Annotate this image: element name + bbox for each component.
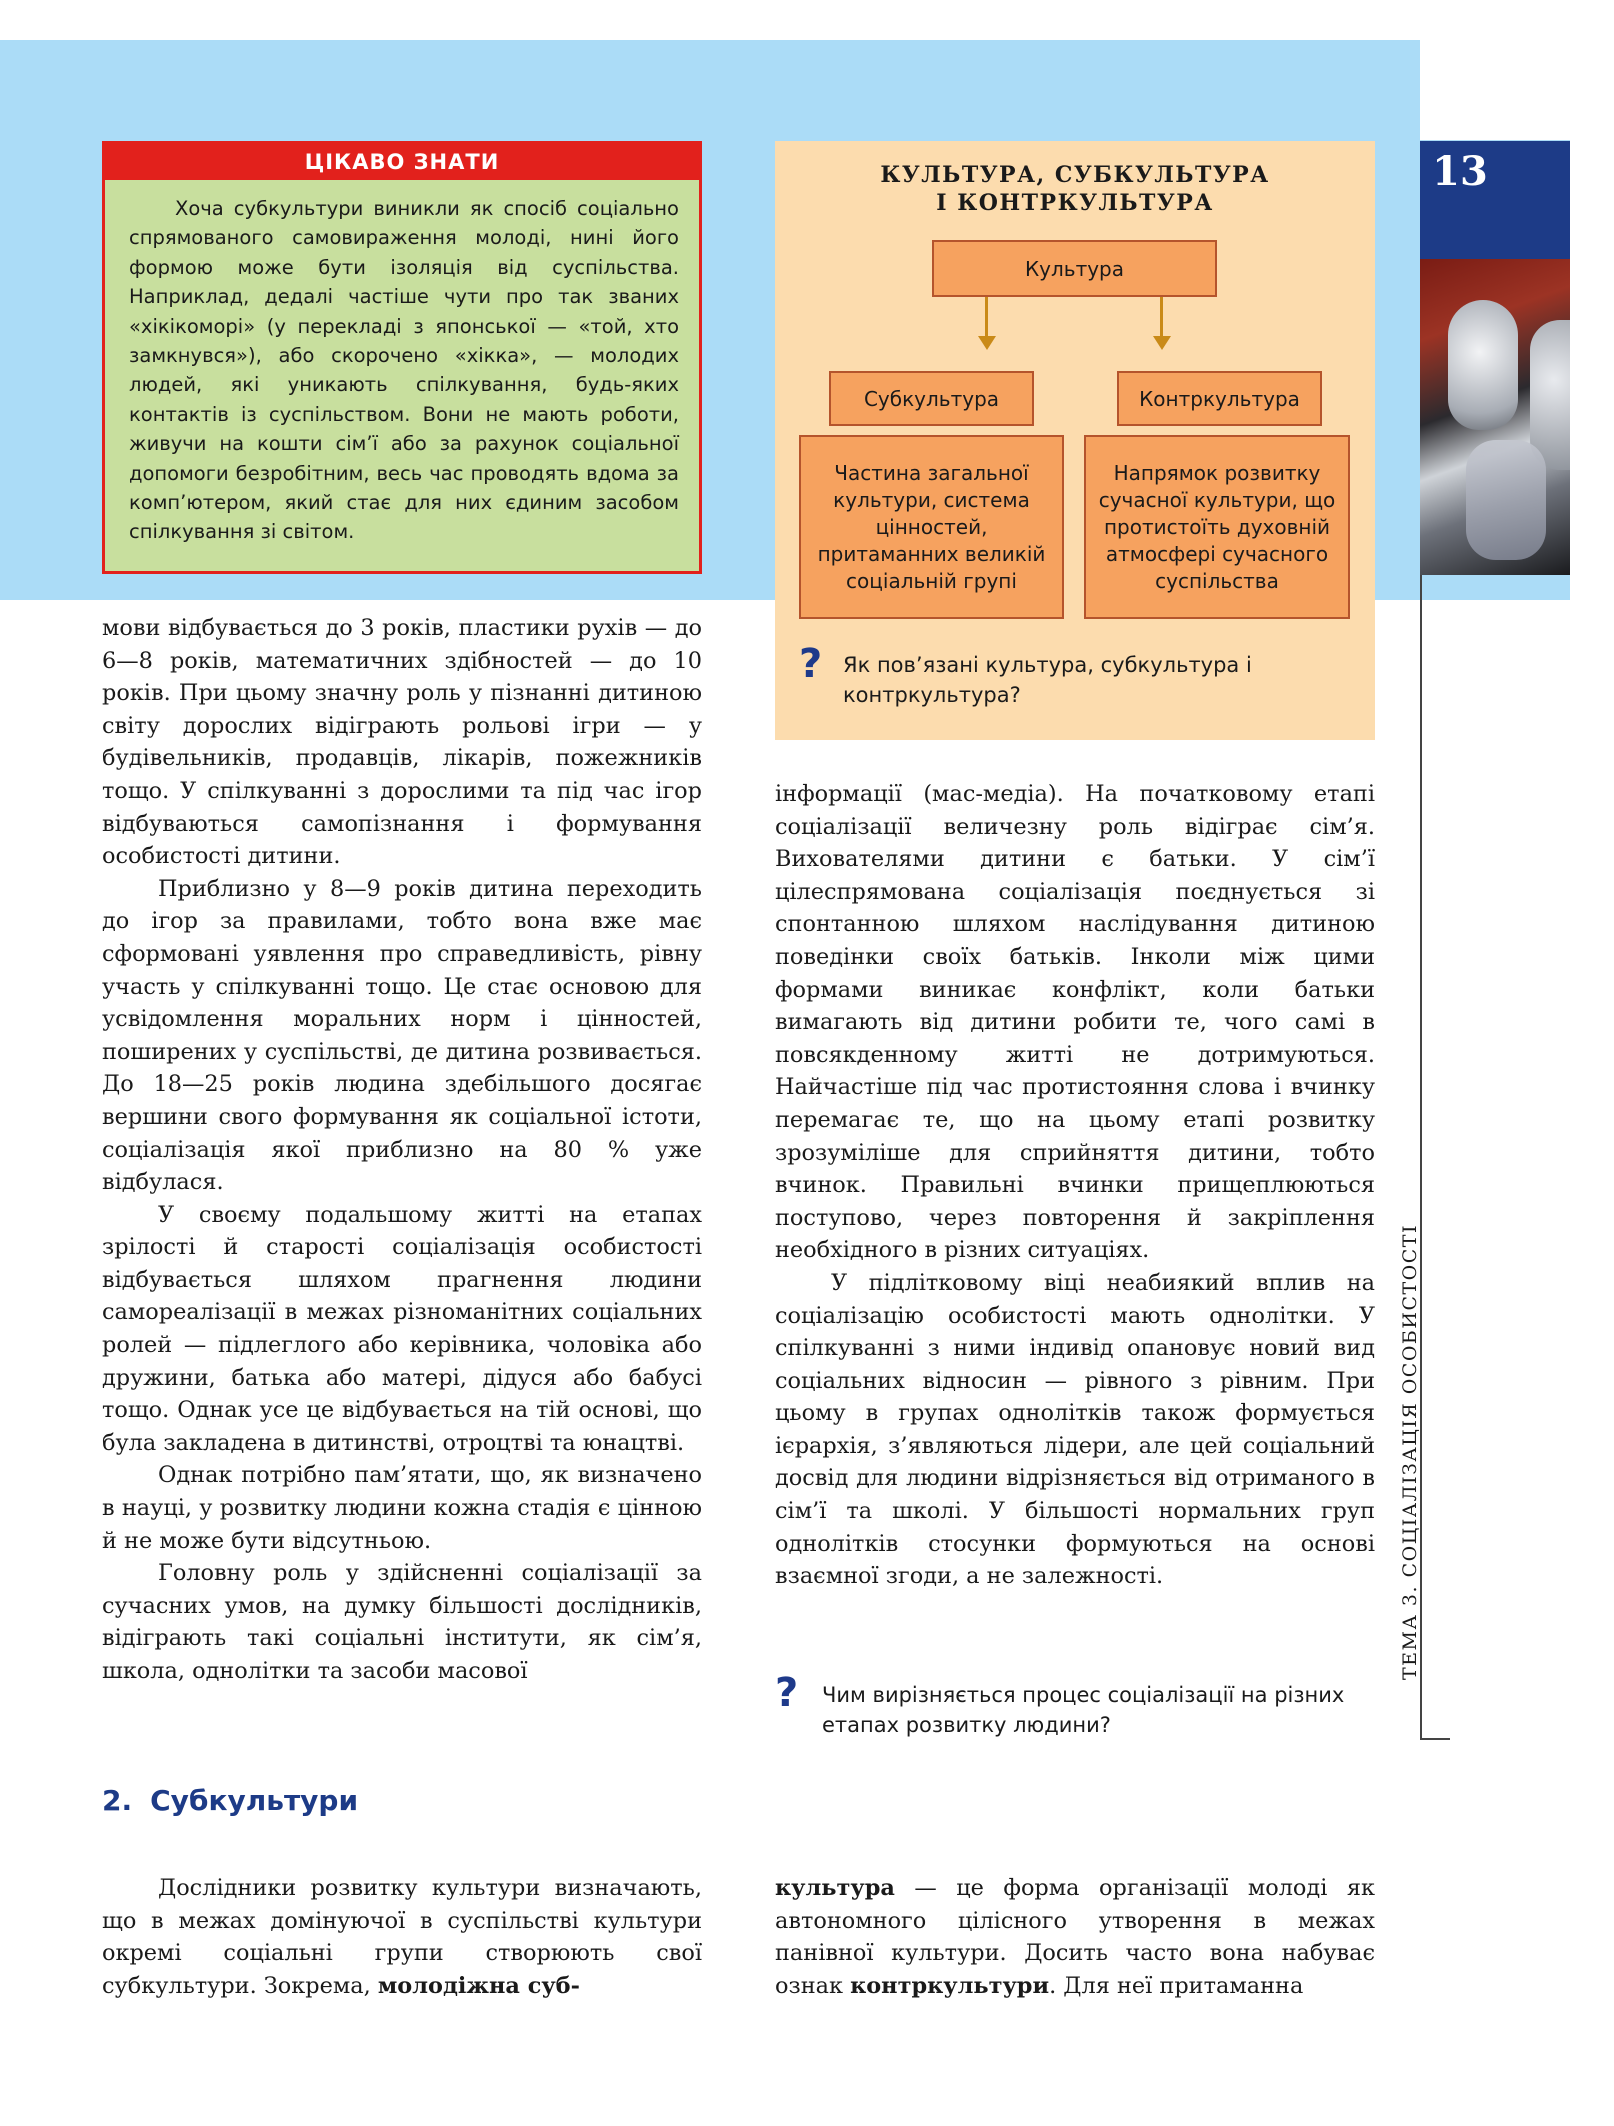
diagram-question: Як пов’язані культура, субкультура і контркультура? <box>843 653 1252 707</box>
section-right-text <box>775 1872 1375 2002</box>
section-left-text <box>102 1872 702 2002</box>
section-title: Субкультури <box>150 1784 359 1817</box>
right-paragraph-2: У підлітковому віці неабиякий вплив на соціалізацію особистості мають однолітки. У спілкуванні з ними індивід опановує новий вид соціальних відносин — рівного з рівним. При цьому в групах однолітків також формується ієрархія, з’являються лідери, але цей соціальний досвід для людини відрізняється від отриманого в сім’ї та школі. У більшості нормальних груп однолітків стосунки формуються на основі взаємної згоди, а не залежності. <box>775 1269 1375 1590</box>
arrow-to-counterculture-line <box>1160 297 1163 337</box>
arrow-to-subculture-head <box>978 336 996 350</box>
diagram-title-line2: І КОНТРКУЛЬТУРА <box>936 190 1214 216</box>
culture-diagram <box>775 141 1375 740</box>
left-paragraph-5: Головну роль у здійсненні соціалізації за сучасних умов, на думку більшості дослідників, відіграють такі соціальні інститути, як сім’я, школа, однолітки та засоби масової <box>102 1560 702 1684</box>
section-left-bold: молодіжна суб- <box>377 1972 580 1999</box>
header-band-cut <box>1420 40 1614 140</box>
diagram-title <box>775 161 1375 217</box>
counterculture-description: Напрямок розвитку сучасної культури, що протистоїть духовній атмосфері сучасного суспільства <box>1084 435 1350 619</box>
mask-image-shape <box>1448 300 1518 430</box>
subculture-box: Субкультура <box>829 371 1034 426</box>
right-paragraph-1: інформації (мас-медіа). На початковому етапі соціалізації величезну роль відіграє сім’я. Вихователями дитини є батьки. У сім’ї цілеспрямована соціалізація поєднується зі спонтанною шляхом наслідування дитиною поведінки своїх батьків. Інколи між цими формами виникає конфлікт, коли батьки вимагають від дитини робити те, чого самі в повсякденному житті не дотримуються. Найчастіше під час протистояння слова і вчинку перемагає те, що на цьому етапі розвитку зрозуміліше для сприйняття дитини, тобто вчинок. Правильні вчинки прищеплюються поступово, через повторення й закріплення необхідного в різних ситуаціях. <box>775 781 1375 1264</box>
question-icon-2: ? <box>775 1670 799 1716</box>
culture-box: Культура <box>932 240 1217 297</box>
right-column <box>775 778 1375 1593</box>
section-number: 2. <box>102 1784 133 1817</box>
section-right-bold-1: культура <box>775 1875 895 1901</box>
counterculture-box: Контркультура <box>1117 371 1322 426</box>
section-right-text-1: — це форма організації молоді як автономного цілісного утворення в межах панівної культури. Досить часто вона набуває ознак <box>775 1875 1375 1999</box>
fun-fact-title: ЦІКАВО ЗНАТИ <box>105 144 699 180</box>
fun-fact-box <box>102 141 702 574</box>
subculture-description: Частина загальної культури, система цінностей, притаманних великій соціальній групі <box>799 435 1064 619</box>
question-icon: ? <box>799 641 823 687</box>
left-paragraph-2: Приблизно у 8—9 років дитина переходить до ігор за правилами, тобто вона вже має сформовані уявлення про справедливість, рівну участь у спілкуванні тощо. Це стає основою для усвідомлення моральних норм і цінностей, поширених у суспільстві, де дитина розвивається. До 18—25 років людина здебільшого досягає вершини свого формування як соціальної істоти, соціалізація якої приблизно на 80 % уже відбулася. <box>102 875 702 1196</box>
right-question: Чим вирізняється процес соціалізації на різних етапах розвитку людини? <box>822 1683 1345 1737</box>
section-right-bold-2: контркультури <box>850 1972 1050 1999</box>
gloved-hand-shape <box>1466 440 1546 560</box>
arrow-to-counterculture-head <box>1153 336 1171 350</box>
left-paragraph-4: Однак потрібно пам’ятати, що, як визначено в науці, у розвитку людини кожна стадія є цінною й не може бути відсутньою. <box>102 1462 702 1554</box>
section-heading <box>102 1784 376 1817</box>
left-column <box>102 612 702 1688</box>
arrow-to-subculture-line <box>985 297 988 337</box>
page-number: 13 <box>1432 148 1488 195</box>
section-right-text-2: . Для неї притаманна <box>1049 1972 1304 1999</box>
side-rule-end <box>1420 1738 1450 1740</box>
left-paragraph-3: У своєму подальшому житті на етапах зрілості й старості соціалізація особистості відбувається шляхом прагнення людини самореалізації в межах різноманітних соціальних ролей — підлеглого або керівника, чоловіка або дружини, батька або матері, дідуся або бабусі тощо. Однак усе це відбувається на тій основі, що була закладена в дитинстві, отроцтві та юнацтві. <box>102 1201 702 1456</box>
diagram-title-line1: КУЛЬТУРА, СУБКУЛЬТУРА <box>880 162 1270 188</box>
left-paragraph-1: мови відбувається до 3 років, пластики рухів — до 6—8 років, математичних здібностей — до 10 років. При цьому значну роль у пізнанні дитиною світу дорослих відіграють рольові ігри — у будівельників, продавців, лікарів, пожежників тощо. У спілкуванні з дорослими та під час ігор відбуваються самопізнання і формування особистості дитини. <box>102 615 702 870</box>
fun-fact-text: Хоча субкультури виникли як спосіб соціально спрямованого самовираження молоді, нині його формою може бути ізоляція від суспільства. Наприклад, дедалі частіше чути про так званих «хікікоморі» (у перекладі з японської — «той, хто замкнувся»), або скорочено «хікка», — молодих людей, які уникають спілкування, будь-яких контактів із суспільством. Вони не мають роботи, живучи на кошти сім’ї або за рахунок соціальної допомоги безробітним, весь час проводять вдома за комп’ютером, який стає для них єдиним засобом спілкування зі світом. <box>129 197 679 544</box>
theme-label: ТЕМА 3. СОЦІАЛІЗАЦІЯ ОСОБИСТОСТІ <box>1399 1224 1421 1680</box>
section-left-paragraph: Дослідники розвитку культури визначають, що в межах домінуючої в суспільстві культури окремі соціальні групи створюють свої субкультури. Зокрема, <box>102 1875 702 1999</box>
